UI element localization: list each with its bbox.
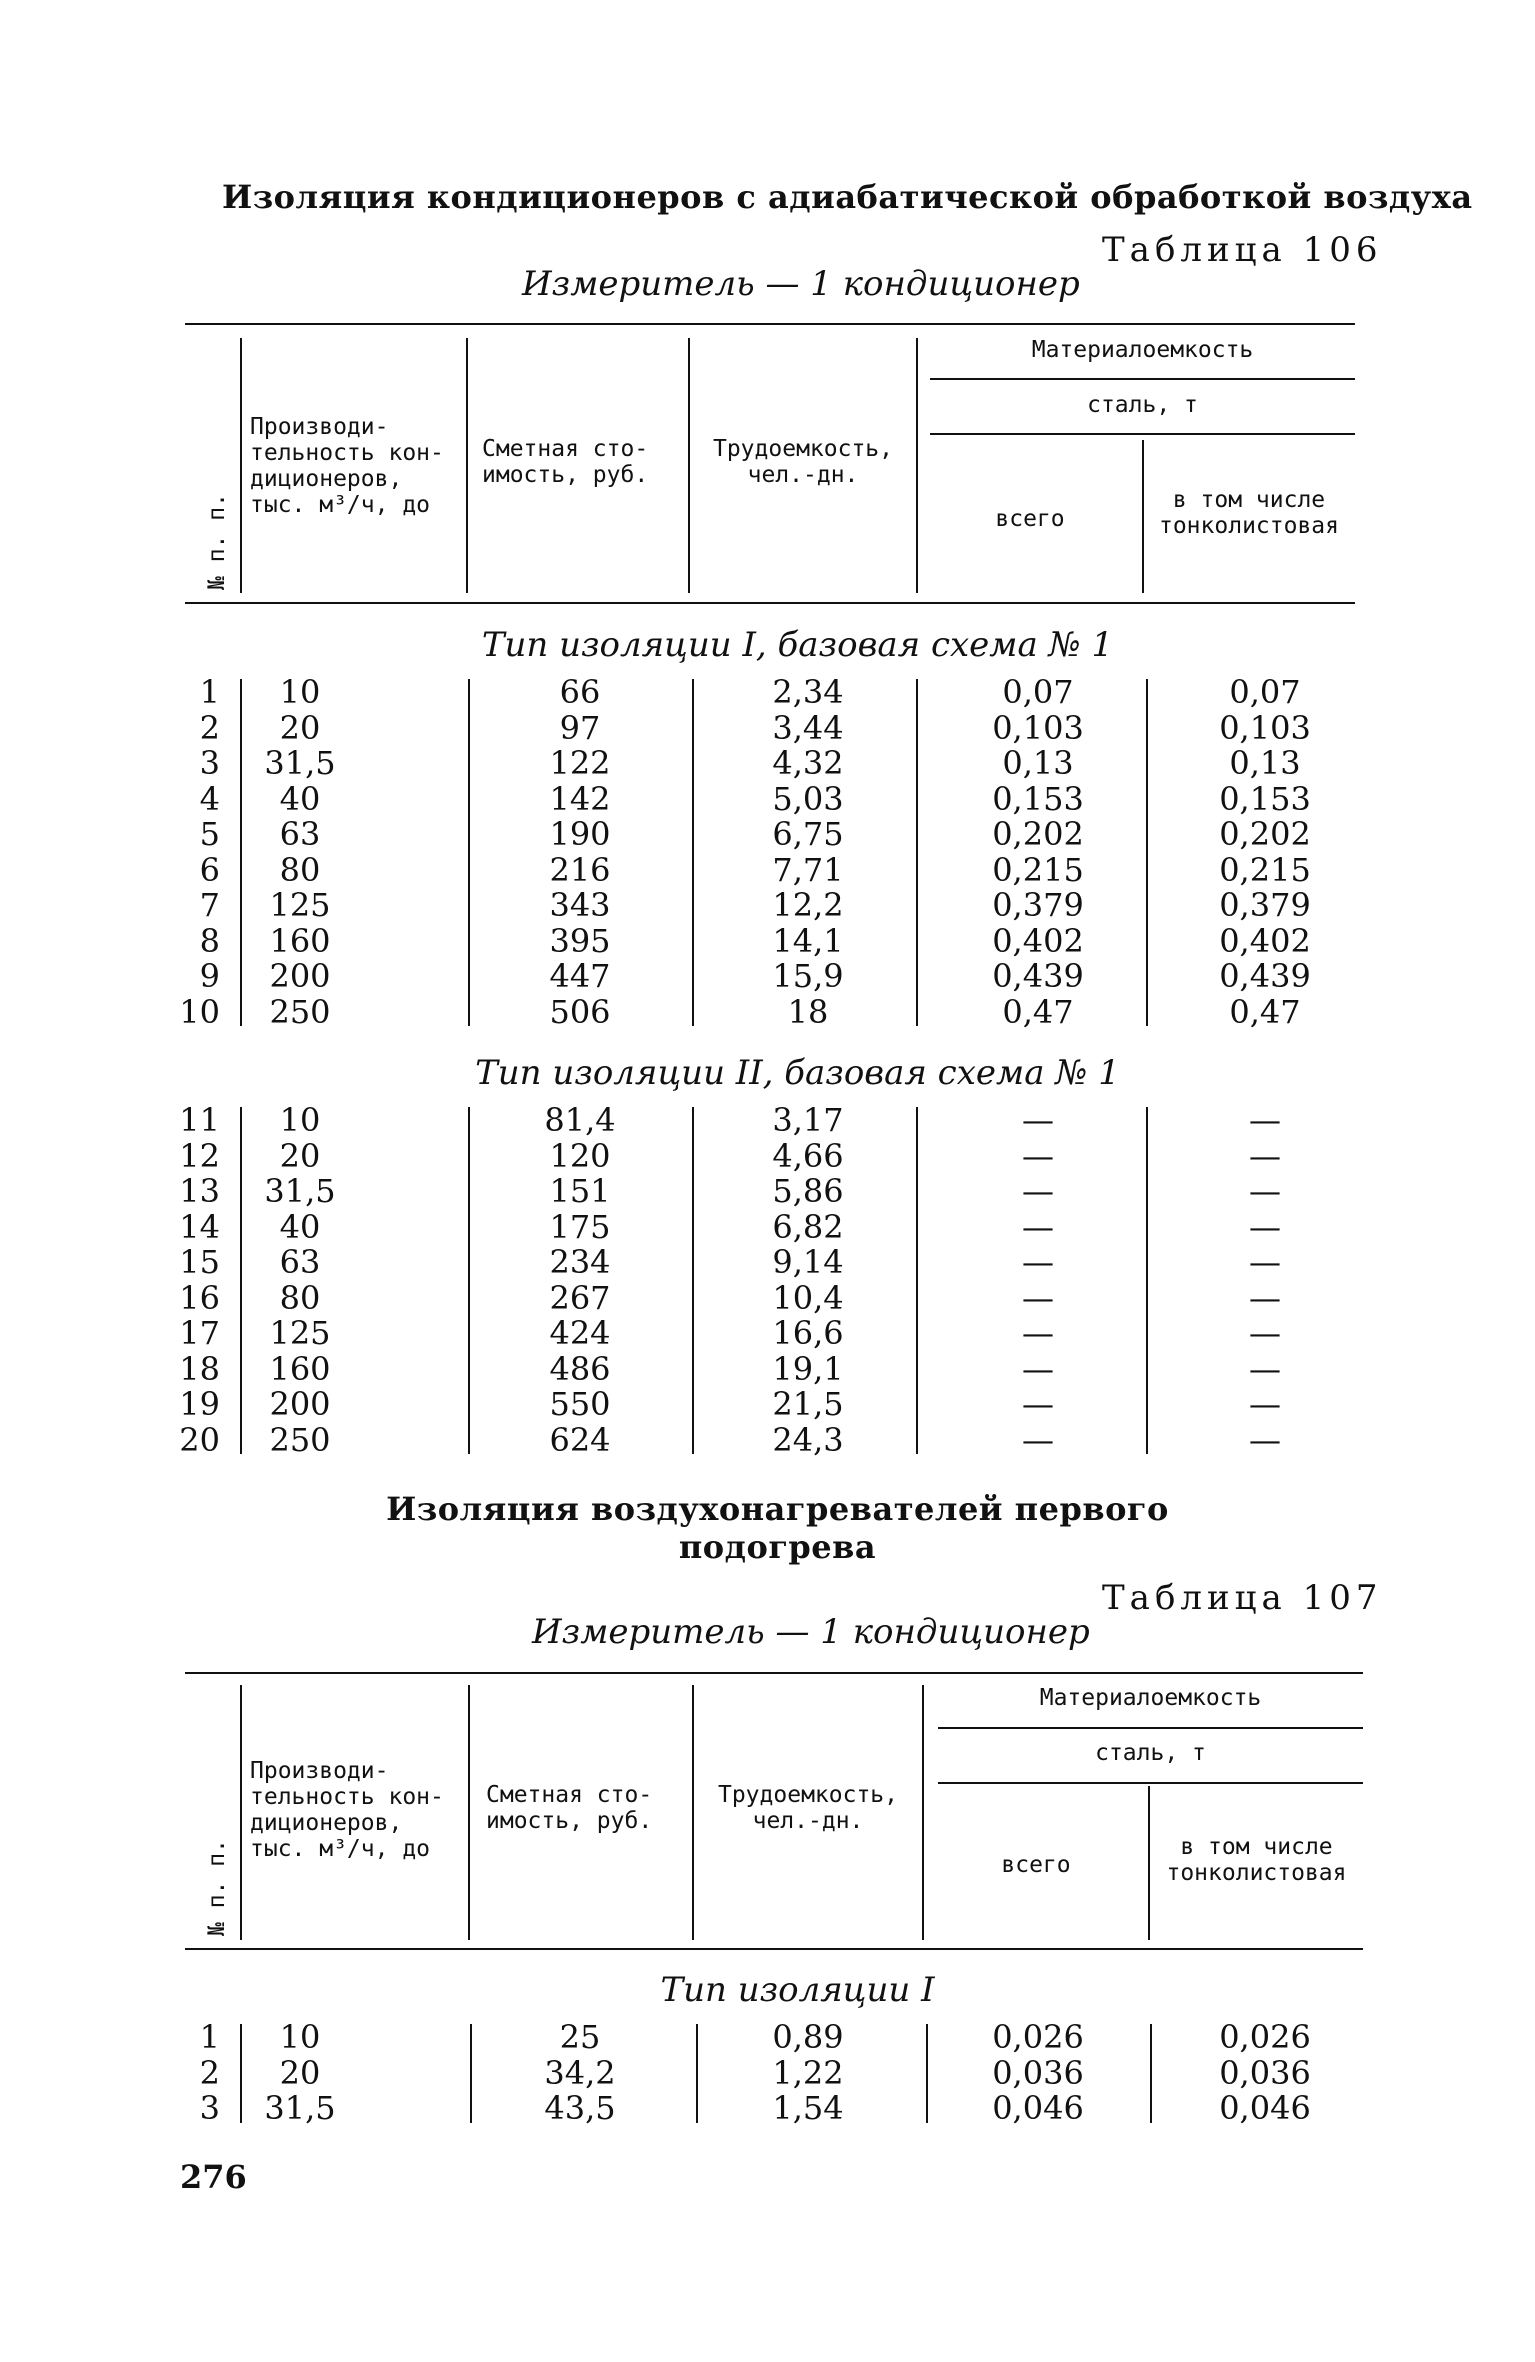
steel-total-cell: 0,215 <box>992 850 1084 889</box>
row-number: 18 <box>179 1349 220 1388</box>
labor-cell: 4,32 <box>772 744 844 782</box>
labor-cell: 5,86 <box>772 1172 844 1210</box>
steel-total-cell: — <box>1022 1243 1054 1281</box>
capacity-cell: 125 <box>269 886 331 924</box>
steel-sheet-cell: — <box>1249 1207 1281 1246</box>
steel-total-cell: — <box>1022 1136 1054 1175</box>
labor-cell: 3,44 <box>772 708 844 747</box>
row-number: 4 <box>199 779 220 818</box>
section1-title: Изоляция кондиционеров с адиабатической обработкой воздуха <box>222 178 1473 216</box>
capacity-cell: 10 <box>279 673 321 711</box>
col-cost-header: Сметная сто- имость, руб. <box>482 436 649 488</box>
group-title: Тип изоляции II, базовая схема № 1 <box>475 1053 1120 1093</box>
labor-cell: 24,3 <box>772 1420 844 1459</box>
row-number: 7 <box>199 886 220 924</box>
table-row <box>0 675 1535 710</box>
capacity-cell: 20 <box>279 708 321 747</box>
col-num-header: № п. п. <box>204 493 230 590</box>
steel-sheet-cell: 0,07 <box>1229 673 1301 711</box>
labor-cell: 6,75 <box>772 815 844 853</box>
capacity-cell: 200 <box>269 1385 331 1423</box>
section2-title-line2: подогрева <box>678 1528 877 1566</box>
steel-sheet-cell: 0,103 <box>1219 708 1311 747</box>
row-number: 2 <box>199 708 220 747</box>
steel-sheet-cell: 0,026 <box>1219 2018 1311 2056</box>
cost-cell: 34,2 <box>544 2053 616 2092</box>
capacity-cell: 80 <box>279 850 321 889</box>
row-number: 19 <box>179 1385 220 1423</box>
row-number: 15 <box>179 1243 220 1281</box>
steel-sheet-cell: 0,13 <box>1229 744 1301 782</box>
steel-sheet-cell: — <box>1249 1349 1281 1388</box>
steel-sheet-cell: — <box>1249 1136 1281 1175</box>
steel-total-cell: 0,379 <box>992 886 1084 924</box>
steel-sheet-cell: — <box>1249 1420 1281 1459</box>
col-capacity-header: Производи- тельность кон- диционеров, тыс. м³/ч, до <box>250 1758 444 1862</box>
table-row <box>0 992 1535 1031</box>
steel-total-cell: 0,036 <box>992 2053 1084 2092</box>
table-row <box>0 2091 1535 2126</box>
steel-total-cell: 0,046 <box>992 2089 1084 2127</box>
col-cost-header: Сметная сто- имость, руб. <box>486 1782 653 1834</box>
col-total-header: всего <box>995 506 1065 532</box>
row-number: 13 <box>179 1172 220 1210</box>
section2-table-label: Таблица 107 <box>1102 1578 1383 1618</box>
table-row <box>0 850 1535 889</box>
col-materials-header: Материалоемкость <box>1031 337 1254 363</box>
steel-total-cell: 0,026 <box>992 2018 1084 2056</box>
cost-cell: 122 <box>549 744 611 782</box>
table-row <box>0 1103 1535 1138</box>
labor-cell: 2,34 <box>772 673 844 711</box>
row-number: 1 <box>199 673 220 711</box>
capacity-cell: 31,5 <box>264 2089 336 2127</box>
labor-cell: 15,9 <box>772 957 844 995</box>
steel-total-cell: — <box>1022 1172 1054 1210</box>
steel-total-cell: — <box>1022 1385 1054 1423</box>
row-number: 17 <box>179 1314 220 1352</box>
row-number: 12 <box>179 1136 220 1175</box>
steel-total-cell: — <box>1022 1101 1054 1139</box>
col-capacity-header: Производи- тельность кон- диционеров, тыс. м³/ч, до <box>250 414 444 518</box>
capacity-cell: 31,5 <box>264 1172 336 1210</box>
steel-sheet-cell: 0,036 <box>1219 2053 1311 2092</box>
steel-total-cell: 0,153 <box>992 779 1084 818</box>
table-row <box>0 1245 1535 1280</box>
row-number: 8 <box>199 921 220 960</box>
cost-cell: 216 <box>549 850 611 889</box>
cost-cell: 234 <box>549 1243 611 1281</box>
table-row <box>0 1420 1535 1459</box>
cost-cell: 506 <box>549 992 611 1031</box>
row-number: 6 <box>199 850 220 889</box>
section2-title-line1: Изоляция воздухонагревателей первого <box>386 1490 1169 1528</box>
labor-cell: 1,54 <box>772 2089 844 2127</box>
table-row <box>0 708 1535 747</box>
steel-sheet-cell: 0,379 <box>1219 886 1311 924</box>
cost-cell: 66 <box>559 673 601 711</box>
capacity-cell: 160 <box>269 921 331 960</box>
cost-cell: 81,4 <box>544 1101 616 1139</box>
cost-cell: 43,5 <box>544 2089 616 2127</box>
row-number: 20 <box>179 1420 220 1459</box>
labor-cell: 1,22 <box>772 2053 844 2092</box>
labor-cell: 14,1 <box>772 921 844 960</box>
capacity-cell: 20 <box>279 2053 321 2092</box>
col-total-header: всего <box>1001 1852 1071 1878</box>
col-materials-header: Материалоемкость <box>1039 1685 1262 1711</box>
col-steel-header: сталь, т <box>1095 1740 1206 1766</box>
row-number: 3 <box>199 744 220 782</box>
section2-meter: Измеритель — 1 кондиционер <box>532 1612 1090 1652</box>
steel-total-cell: 0,47 <box>1002 992 1074 1031</box>
section1-meter: Измеритель — 1 кондиционер <box>522 264 1080 304</box>
cost-cell: 267 <box>549 1278 611 1317</box>
steel-sheet-cell: — <box>1249 1172 1281 1210</box>
labor-cell: 21,5 <box>772 1385 844 1423</box>
steel-sheet-cell: — <box>1249 1385 1281 1423</box>
cost-cell: 395 <box>549 921 611 960</box>
cost-cell: 175 <box>549 1207 611 1246</box>
capacity-cell: 80 <box>279 1278 321 1317</box>
steel-total-cell: — <box>1022 1314 1054 1352</box>
table-row <box>0 746 1535 781</box>
cost-cell: 25 <box>559 2018 601 2056</box>
labor-cell: 9,14 <box>772 1243 844 1281</box>
labor-cell: 19,1 <box>772 1349 844 1388</box>
section1-table-label: Таблица 106 <box>1102 230 1383 270</box>
col-labor-header: Трудоемкость, чел.-дн. <box>712 436 893 488</box>
steel-sheet-cell: 0,439 <box>1219 957 1311 995</box>
table-row <box>0 921 1535 960</box>
labor-cell: 7,71 <box>772 850 844 889</box>
labor-cell: 5,03 <box>772 779 844 818</box>
table-row <box>0 2020 1535 2055</box>
cost-cell: 142 <box>549 779 611 818</box>
col-num-header: № п. п. <box>204 1839 230 1936</box>
capacity-cell: 31,5 <box>264 744 336 782</box>
steel-total-cell: — <box>1022 1349 1054 1388</box>
group-title: Тип изоляции I, базовая схема № 1 <box>481 625 1114 665</box>
table-row <box>0 888 1535 923</box>
steel-sheet-cell: — <box>1249 1243 1281 1281</box>
cost-cell: 447 <box>549 957 611 995</box>
table-row <box>0 2053 1535 2092</box>
table-row <box>0 779 1535 818</box>
row-number: 5 <box>199 815 220 853</box>
cost-cell: 550 <box>549 1385 611 1423</box>
table-row <box>0 1174 1535 1209</box>
cost-cell: 120 <box>549 1136 611 1175</box>
cost-cell: 190 <box>549 815 611 853</box>
row-number: 11 <box>179 1101 220 1139</box>
capacity-cell: 10 <box>279 1101 321 1139</box>
row-number: 14 <box>179 1207 220 1246</box>
capacity-cell: 20 <box>279 1136 321 1175</box>
steel-sheet-cell: — <box>1249 1314 1281 1352</box>
capacity-cell: 40 <box>279 779 321 818</box>
steel-sheet-cell: — <box>1249 1278 1281 1317</box>
capacity-cell: 63 <box>279 1243 321 1281</box>
page-number: 276 <box>180 2158 247 2196</box>
row-number: 1 <box>199 2018 220 2056</box>
capacity-cell: 200 <box>269 957 331 995</box>
steel-total-cell: 0,07 <box>1002 673 1074 711</box>
cost-cell: 151 <box>549 1172 611 1210</box>
steel-sheet-cell: 0,046 <box>1219 2089 1311 2127</box>
group-title: Тип изоляции I <box>660 1970 935 2010</box>
capacity-cell: 125 <box>269 1314 331 1352</box>
steel-total-cell: — <box>1022 1278 1054 1317</box>
steel-total-cell: 0,402 <box>992 921 1084 960</box>
steel-sheet-cell: 0,215 <box>1219 850 1311 889</box>
capacity-cell: 40 <box>279 1207 321 1246</box>
col-sheet-header: в том числе тонколистовая <box>1158 487 1339 539</box>
steel-sheet-cell: — <box>1249 1101 1281 1139</box>
col-steel-header: сталь, т <box>1087 392 1198 418</box>
row-number: 2 <box>199 2053 220 2092</box>
steel-sheet-cell: 0,202 <box>1219 815 1311 853</box>
capacity-cell: 160 <box>269 1349 331 1388</box>
row-number: 10 <box>179 992 220 1031</box>
row-number: 9 <box>199 957 220 995</box>
table-row <box>0 1349 1535 1388</box>
cost-cell: 424 <box>549 1314 611 1352</box>
steel-total-cell: 0,103 <box>992 708 1084 747</box>
steel-sheet-cell: 0,402 <box>1219 921 1311 960</box>
table-row <box>0 817 1535 852</box>
steel-sheet-cell: 0,47 <box>1229 992 1301 1031</box>
table-row <box>0 1387 1535 1422</box>
steel-sheet-cell: 0,153 <box>1219 779 1311 818</box>
cost-cell: 486 <box>549 1349 611 1388</box>
labor-cell: 12,2 <box>772 886 844 924</box>
steel-total-cell: — <box>1022 1207 1054 1246</box>
cost-cell: 97 <box>559 708 601 747</box>
labor-cell: 3,17 <box>772 1101 844 1139</box>
capacity-cell: 10 <box>279 2018 321 2056</box>
row-number: 3 <box>199 2089 220 2127</box>
cost-cell: 624 <box>549 1420 611 1459</box>
col-labor-header: Трудоемкость, чел.-дн. <box>717 1782 898 1834</box>
row-number: 16 <box>179 1278 220 1317</box>
steel-total-cell: 0,439 <box>992 957 1084 995</box>
capacity-cell: 250 <box>269 1420 331 1459</box>
steel-total-cell: 0,13 <box>1002 744 1074 782</box>
labor-cell: 6,82 <box>772 1207 844 1246</box>
labor-cell: 4,66 <box>772 1136 844 1175</box>
labor-cell: 16,6 <box>772 1314 844 1352</box>
steel-total-cell: 0,202 <box>992 815 1084 853</box>
labor-cell: 0,89 <box>772 2018 844 2056</box>
capacity-cell: 250 <box>269 992 331 1031</box>
table-row <box>0 1316 1535 1351</box>
table-row <box>0 1207 1535 1246</box>
steel-total-cell: — <box>1022 1420 1054 1459</box>
table-row <box>0 1136 1535 1175</box>
labor-cell: 18 <box>787 992 829 1031</box>
table-row <box>0 959 1535 994</box>
cost-cell: 343 <box>549 886 611 924</box>
capacity-cell: 63 <box>279 815 321 853</box>
labor-cell: 10,4 <box>772 1278 844 1317</box>
table-row <box>0 1278 1535 1317</box>
col-sheet-header: в том числе тонколистовая <box>1166 1834 1347 1886</box>
